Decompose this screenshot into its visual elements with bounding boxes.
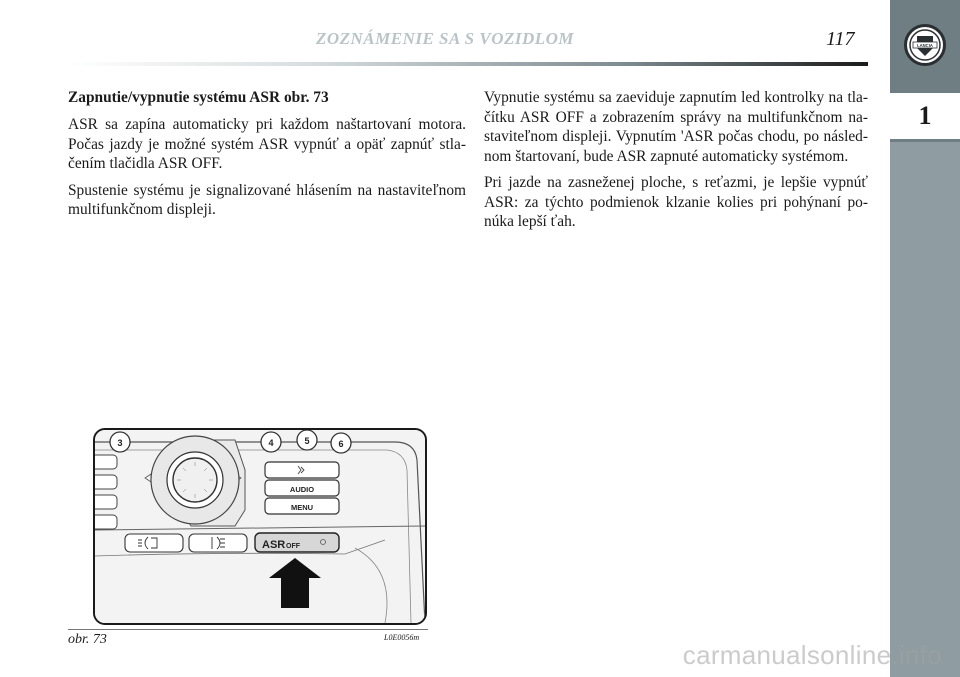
- watermark: carmanualsonline.info: [682, 640, 942, 670]
- rear-fog-button: [125, 534, 183, 552]
- left-text-column: [68, 88, 466, 227]
- menu-label: MENU: [290, 503, 314, 512]
- preset-5-label: 5: [304, 436, 310, 446]
- section-heading: Zapnutie/vypnutie systému ASR obr. 73: [68, 89, 329, 106]
- page-number: 117: [826, 28, 855, 50]
- front-fog-button: [189, 534, 247, 552]
- audio-label: AUDIO: [289, 485, 315, 494]
- figure-asr-button-illustration: [93, 428, 427, 625]
- asr-off-label: OFF: [286, 543, 300, 550]
- paragraph: Spustenie systému je signalizované hlásením na nastaviteľnom multifunkčnom displeji.: [68, 181, 466, 218]
- right-text-column: [484, 88, 868, 239]
- paragraph: Vypnutie systému sa zaeviduje zapnutím led kontrolky na tla- čítku ASR OFF a zobrazením správy na multifunkčnom na- staviteľnom displeji. Vypnutím 'ASR počas chodu, po násled- nom štartovaní, bude ASR zapnuté automaticky systémom.: [484, 89, 868, 165]
- paragraph: Pri jazde na zasneženej ploche, s reťazmi, je lepšie vypnúť ASR: za týchto podmienok klzanie kolies pri pohýnaní po- núka lepší ťah.: [484, 174, 868, 230]
- voice-button: [265, 462, 339, 478]
- figure-caption: obr. 73: [68, 632, 107, 647]
- figure-code: L0E0056m: [384, 633, 420, 642]
- logo-lettering: LANCIA: [917, 43, 933, 48]
- running-header-title: ZOZNÁMENIE SA S VOZIDLOM: [315, 29, 575, 48]
- preset-6-label: 6: [338, 439, 344, 449]
- asr-label: ASR: [262, 539, 286, 551]
- lancia-logo-icon: [904, 24, 946, 66]
- preset-3-label: 3: [117, 438, 123, 448]
- chapter-number-tab: 1: [890, 90, 960, 142]
- header-rule: [66, 62, 868, 66]
- chapter-sidebar: [890, 0, 960, 677]
- paragraph: ASR sa zapína automaticky pri každom naštartovaní motora. Počas jazdy je možné systém ASR vypnúť a opäť zapnúť stla- čením tlačidla ASR OFF.: [68, 116, 466, 172]
- preset-4-label: 4: [268, 438, 274, 448]
- figure-caption-rule: [68, 629, 428, 630]
